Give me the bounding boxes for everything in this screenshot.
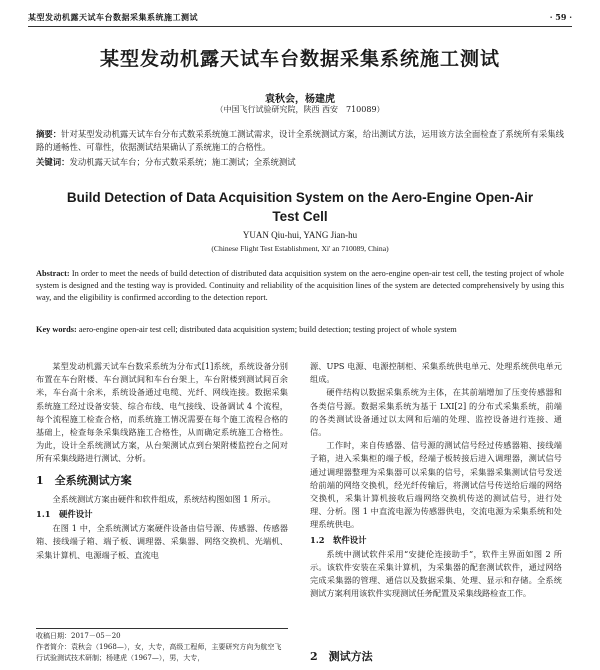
keywords-cn-label: 关键词： [36, 157, 70, 167]
page-number: · 59 · [549, 12, 572, 22]
affiliation-en: (Chinese Flight Test Establishment, Xi' an 710089, China) [211, 244, 389, 253]
section-1-heading: 1 全系统测试方案 [36, 473, 132, 487]
paper-title-en: Build Detection of Data Acquisition System on the Aero-Engine Open-Air Test Cell [66, 190, 534, 224]
paper-title-cn: 某型发动机露天试车台数据采集系统施工测试 [99, 48, 500, 70]
running-header [28, 10, 572, 27]
abstract-en-label: Abstract: [36, 269, 70, 278]
received-date: 收稿日期：2017－05－20 [36, 632, 121, 640]
authors-cn: 袁秋会，杨建虎 [265, 94, 335, 105]
subsection-1-2-heading: 1.2 软件设计 [310, 534, 367, 545]
right-paragraph-1: 源、UPS 电源、电源控制柜、采集系统供电单元、处理系统供电单元组成。 [310, 361, 562, 385]
subsection-1-1-heading: 1.1 硬件设计 [36, 509, 93, 520]
body-column-right [310, 360, 562, 601]
right-paragraph-2: 硬件结构以数据采集系统为主体，在其前端增加了压变传感器和各类信号源。数据采集系统为基于 LXI[2] 的分布式采集系统，前端的各类测试设备通过以太网和后端的处理、监控设备进行连接、通信。 [310, 387, 562, 438]
abstract-cn-text: 针对某型发动机露天试车台分布式数采系统施工测试需求，设计全系统测试方案，给出测试方法，运用该方法全面检查了系统所有采集线路的通畅性、可靠性，依据测试结果确认了系统施工的合格性。 [36, 129, 565, 152]
abstract-cn-label: 摘要： [36, 129, 62, 139]
abstract-en [36, 268, 564, 304]
section-2-heading: 2 测试方法 [310, 650, 373, 663]
section-1-paragraph: 全系统测试方案由硬件和软件组成，系统结构图如图 1 所示。 [52, 493, 276, 504]
intro-paragraph: 某型发动机露天试车台数采系统为分布式[1]系统，系统设备分别布置在车台附楼、车台测试间和车台台架上，车台附楼到测试间百余米，车台高十余米，系统设备通过电缆、光纤、网线连接。数据采集系统施工经过设备安装、综合布线、电气接线、设备调试 4 个流程，每个流程施工检查合格，而系统施工情况需要在每个施工流程合格的基础上，检查每条采集线路施工合格性，从而确定系统施工合格性。为此，设计全系统测试方案，从台架测试点到台架附楼监控台之间对所有采集线路进行测试、分析。 [36, 361, 288, 464]
abstract-cn [36, 128, 564, 154]
footnote [36, 628, 288, 664]
keywords-en-label: Key words: [36, 325, 77, 334]
author-bio: 作者简介：袁秋会（1968—），女，大专，高级工程师，主要研究方向为航空飞行试验测试技术研制；杨建虎（1967—），男，大专， [36, 643, 282, 662]
right-paragraph-3: 工作时，来自传感器、信号源的测试信号经过传感器箱、接线端子箱，进入采集柜的端子板，经端子板转接后进入调理器，测试信号通过调理器整理为采集器可以采集的信号，采集器采集测试信号发送给前端的网络交换机，经光纤传输后，将测试信号传送给后端的网络交换机，采集计算机接收后端网络交换机传送的测试信号，进行处理、分析。图 1 中直流电源为传感器供电，交流电源为采集系统和处理系统供电。 [310, 440, 562, 530]
journal-title: 某型发动机露天试车台数据采集系统施工测试 [28, 12, 198, 22]
keywords-cn [36, 156, 564, 169]
authors-en: YUAN Qiu-hui, YANG Jian-hu [242, 230, 358, 240]
keywords-en-text: aero-engine open-air test cell; distributed data acquisition system; build detection; testing project of whole system [78, 325, 457, 334]
keywords-en [36, 324, 564, 336]
subsection-1-2-paragraph: 系统中测试软件采用“安捷伦连接助手”，软件主界面如图 2 所示。该软件安装在采集计算机，为采集器的配套测试软件，通过网络完成采集器的管理、通信以及数据采集、处理、显示和存储。全系统测试方案利用该软件实现测试任务配置及采集线路检查工作。 [310, 548, 562, 599]
keywords-cn-text: 发动机露天试车台；分布式数采系统；施工测试；全系统测试 [69, 157, 296, 167]
body-column-left [36, 360, 288, 562]
abstract-en-text: In order to meet the needs of build detection of distributed data acquisition system on the aero-engine open-air test cell, the testing project of whole system is designed and the testing way is provided. Continuity and reliability of the acquisition lines of the system are detected comprehensively by using this way, and the eligibility is confirmed according to the detection report. [36, 269, 564, 302]
subsection-1-1-paragraph: 在图 1 中，全系统测试方案硬件设备由信号源、传感器、传感器箱、接线端子箱、端子板、调理器、采集器、网络交换机、光端机、采集计算机、电源端子板、直流电 [36, 523, 288, 560]
affiliation-cn: （中国飞行试验研究院，陕西 西安 710089） [215, 105, 385, 114]
